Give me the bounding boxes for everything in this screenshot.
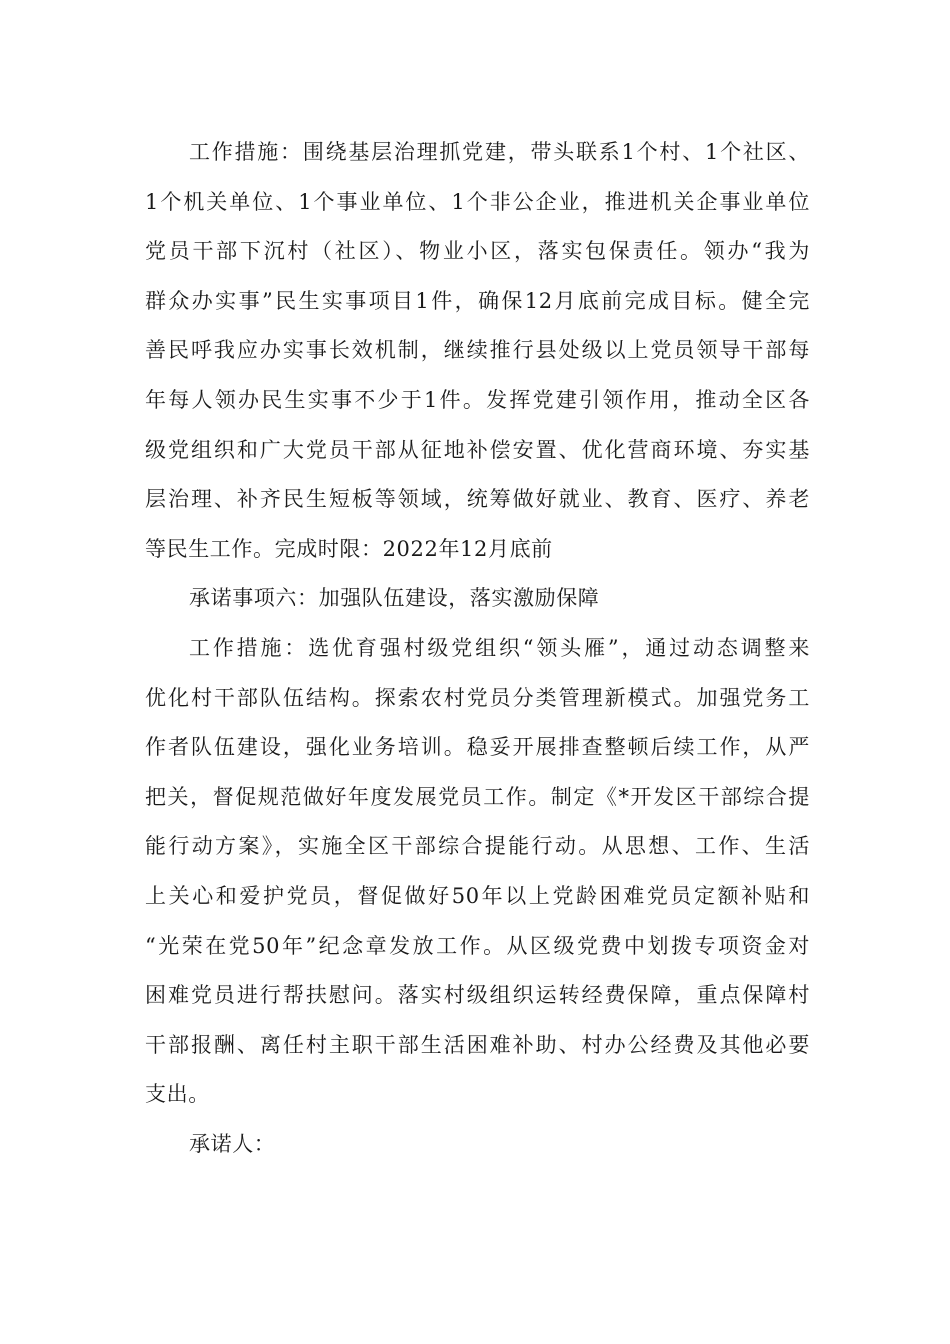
text-line: “光荣在党50年”纪念章发放工作。从区级党费中划拨专项资金对 — [145, 933, 810, 958]
text-line: 能行动方案》，实施全区干部综合提能行动。从思想、工作、生活 — [145, 834, 810, 859]
text-line: 党员干部下沉村（社区）、物业小区，落实包保责任。领办“我为 — [145, 239, 810, 264]
text-line: 善民呼我应办实事长效机制，继续推行县处级以上党员领导干部每 — [145, 338, 810, 363]
text-line: 年每人领办民生实事不少于1件。发挥党建引领作用，推动全区各 — [145, 387, 810, 412]
paragraph-commitment-6-heading — [145, 574, 810, 624]
text-line: 作者队伍建设，强化业务培训。稳妥开展排查整顿后续工作，从严 — [145, 735, 810, 760]
paragraph-work-measures-5 — [145, 128, 810, 574]
paragraph-promisor — [145, 1120, 810, 1170]
text-line: 工作措施：围绕基层治理抓党建，带头联系1个村、1个社区、 — [189, 140, 810, 164]
text-line: 干部报酬、离任村主职干部生活困难补助、村办公经费及其他必要 — [145, 1032, 810, 1057]
text-line: 1个机关单位、1个事业单位、1个非公企业，推进机关企事业单位 — [145, 189, 810, 214]
text-line: 优化村干部队伍结构。探索农村党员分类管理新模式。加强党务工 — [145, 685, 810, 710]
text-line: 支出。 — [145, 1082, 210, 1107]
text-line: 工作措施：选优育强村级党组织“领头雁”，通过动态调整来 — [189, 635, 810, 660]
text-line: 级党组织和广大党员干部从征地补偿安置、优化营商环境、夯实基 — [145, 437, 810, 462]
paragraph-work-measures-6 — [145, 624, 810, 1120]
text-line: 层治理、补齐民生短板等领域，统筹做好就业、教育、医疗、养老 — [145, 487, 810, 512]
document-body — [145, 128, 810, 1169]
text-line: 把关，督促规范做好年度发展党员工作。制定《*开发区干部综合提 — [145, 784, 810, 809]
promisor-label: 承诺人： — [189, 1131, 276, 1156]
text-line: 困难党员进行帮扶慰问。落实村级组织运转经费保障，重点保障村 — [145, 983, 810, 1008]
text-line: 群众办实事”民生实事项目1件，确保12月底前完成目标。健全完 — [145, 288, 810, 313]
text-line: 承诺事项六：加强队伍建设，落实激励保障 — [189, 586, 600, 611]
text-line: 等民生工作。完成时限：2022年12月底前 — [145, 536, 553, 561]
text-line: 上关心和爱护党员，督促做好50年以上党龄困难党员定额补贴和 — [145, 883, 810, 908]
